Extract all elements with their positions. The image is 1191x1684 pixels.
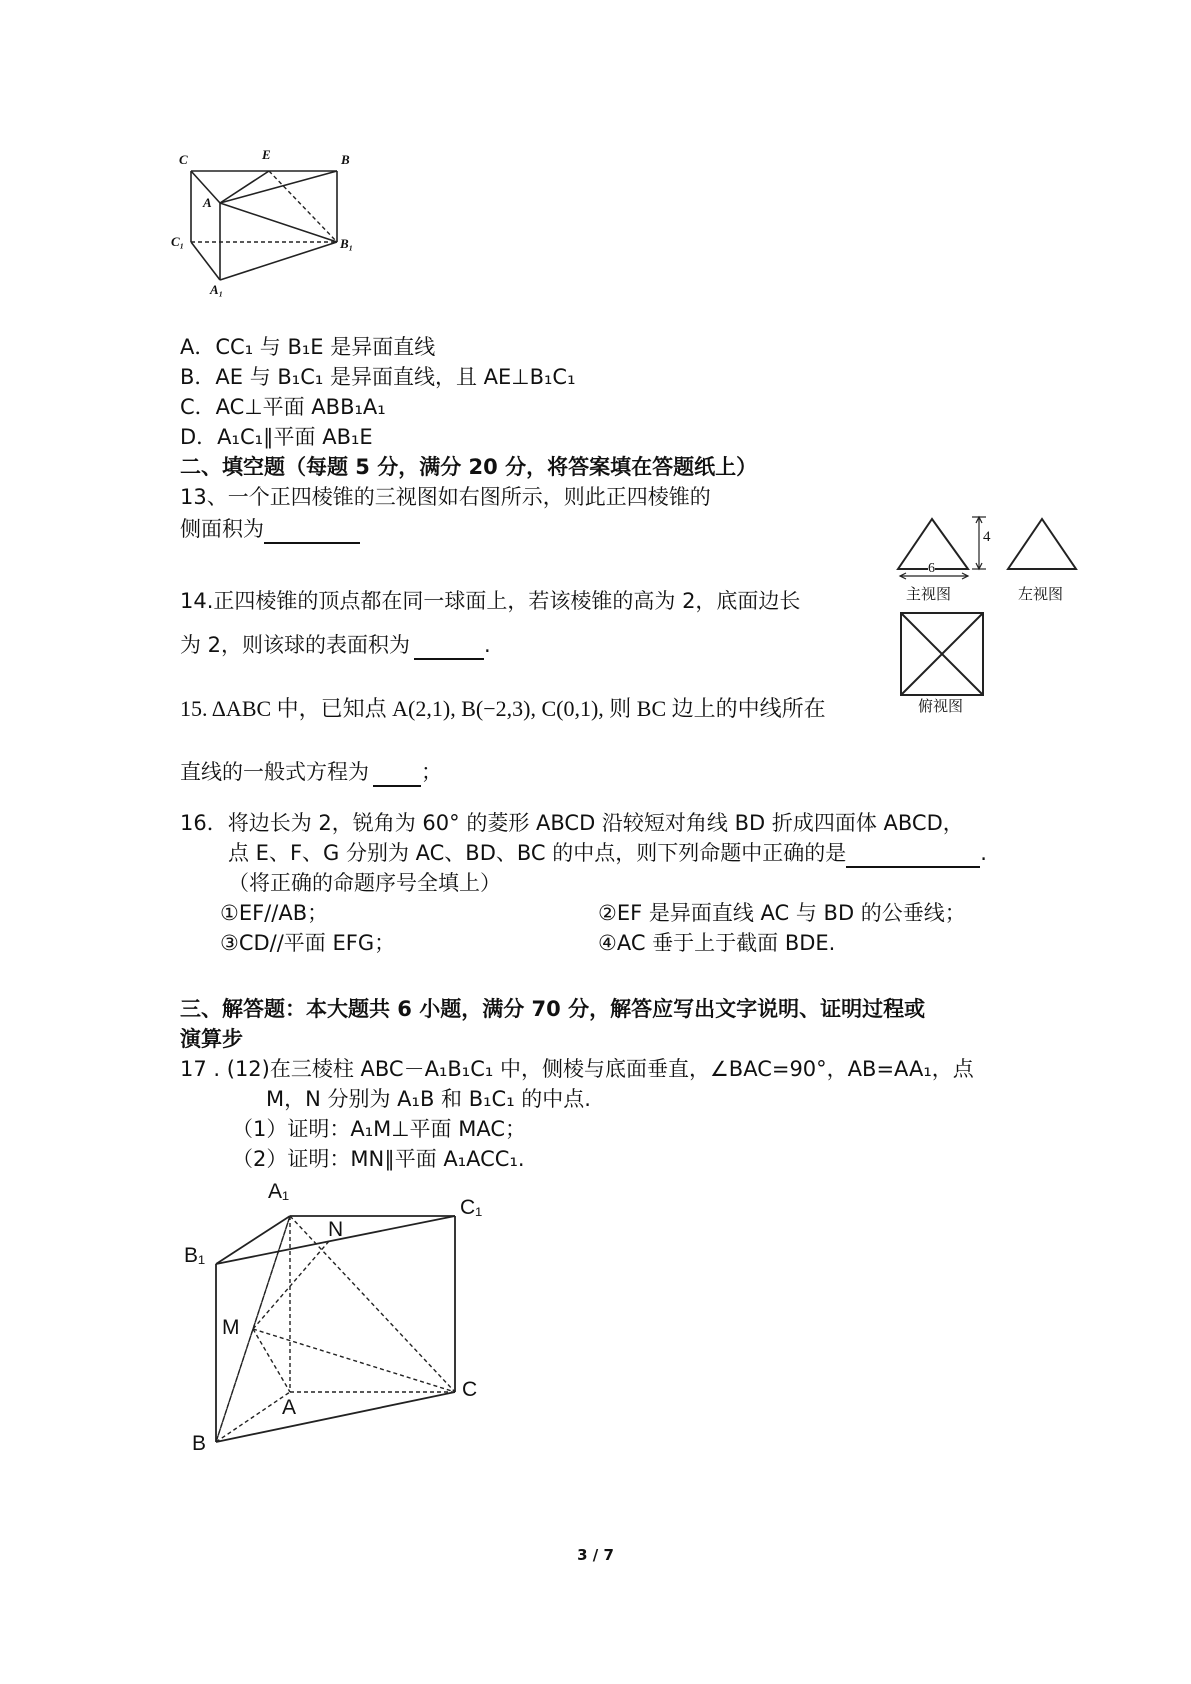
fig1-label-b1: B₁ [340,236,354,251]
q13-line2 [180,514,360,544]
fig2-label-b: B [192,1432,207,1455]
q14-line2 [180,630,491,660]
q15-line1: 15. ΔABC 中，已知点 A(2,1), B(−2,3), C(0,1), 则 BC 边上的中线所在 [180,696,826,721]
fig1-label-e: E [262,147,271,162]
q15-line2-text: 直线的一般式方程为 [180,760,369,784]
section2-heading: 二、填空题（每题 5 分，满分 20 分，将答案填在答题纸上） [180,455,758,479]
q16-line2-text: 点 E、F、G 分别为 AC、BD、BC 的中点，则下列命题中正确的是 [228,841,847,865]
q12-option-b: B．AE 与 B₁C₁ 是异面直线，且 AE⊥B₁C₁ [180,365,576,389]
top-view-label: 俯视图 [918,697,964,715]
q16-opt2: ②EF 是异面直线 AC 与 BD 的公垂线； [598,901,966,925]
fig1-label-a1: A₁ [210,282,224,297]
q16-line1: 16．将边长为 2，锐角为 60° 的菱形 ABCD 沿较短对角线 BD 折成四面体 ABCD， [180,811,964,835]
fig2-label-n: N [328,1218,344,1241]
q16-line3: （将正确的命题序号全填上） [228,871,501,895]
q14-line2-end: . [484,633,491,657]
section3-line1: 三、解答题：本大题共 6 小题，满分 70 分，解答应写出文字说明、证明过程或 [180,997,926,1021]
side-view-triangle [1008,519,1076,569]
section3-line2: 演算步 [180,1027,243,1051]
q16-answer-blank[interactable] [846,844,980,868]
fig2-label-a1: A₁ [268,1180,290,1203]
dim-width-label: 6 [928,561,935,576]
q14-line1: 14.正四棱锥的顶点都在同一球面上，若该棱锥的高为 2，底面边长 [180,589,801,613]
dim-height-label: 4 [983,529,991,545]
q13-answer-blank[interactable] [264,520,360,544]
fig2-label-m: M [222,1316,240,1339]
q15-line2 [180,757,442,787]
q12-option-a: A．CC₁ 与 B₁E 是异面直线 [180,335,436,359]
front-view-label: 主视图 [906,585,952,603]
page-number: 3 / 7 [577,1546,614,1564]
fig2-label-c: C [462,1378,478,1401]
three-view-figure [888,505,1088,715]
fig1-label-c1: C₁ [171,234,185,249]
q13-line2-text: 侧面积为 [180,517,264,541]
q16-opt4: ④AC 垂于上于截面 BDE. [598,931,836,955]
q16-opt1: ①EF//AB； [220,901,329,925]
q17-line1: 17 . (12)在三棱柱 ABC－A₁B₁C₁ 中，侧棱与底面垂直，∠BAC=90°，AB=AA₁，点 [180,1057,974,1081]
fig1-label-a: A [203,195,212,210]
q13-line1: 13、一个正四棱锥的三视图如右图所示，则此正四棱锥的 [180,485,711,509]
fig1-label-c: C [179,152,188,167]
q17-part1: （1）证明：A₁M⊥平面 MAC； [232,1117,527,1141]
q16-opt3: ③CD//平面 EFG； [220,931,396,955]
q17-line2: M，N 分别为 A₁B 和 B₁C₁ 的中点. [266,1087,591,1111]
fig2-label-a: A [282,1396,297,1419]
q12-option-c: C．AC⊥平面 ABB₁A₁ [180,395,386,419]
q16-line2 [228,838,987,868]
q16-line2-end: . [980,841,987,865]
fig2-label-b1: B₁ [184,1244,206,1267]
fig2-label-c1: C₁ [460,1196,483,1219]
q15-answer-blank[interactable] [373,763,421,787]
q17-part2: （2）证明：MN∥平面 A₁ACC₁. [232,1147,525,1171]
q12-option-d: D．A₁C₁∥平面 AB₁E [180,425,373,449]
q14-line2-text: 为 2，则该球的表面积为 [180,633,411,657]
side-view-label: 左视图 [1018,585,1064,603]
prism-figure-1-drawing [175,150,385,320]
prism-figure-1 [171,147,385,320]
q15-line2-end: ； [421,760,442,784]
prism-figure-2 [180,1180,500,1460]
q14-answer-blank[interactable] [414,636,484,660]
fig1-label-b: B [341,152,350,167]
